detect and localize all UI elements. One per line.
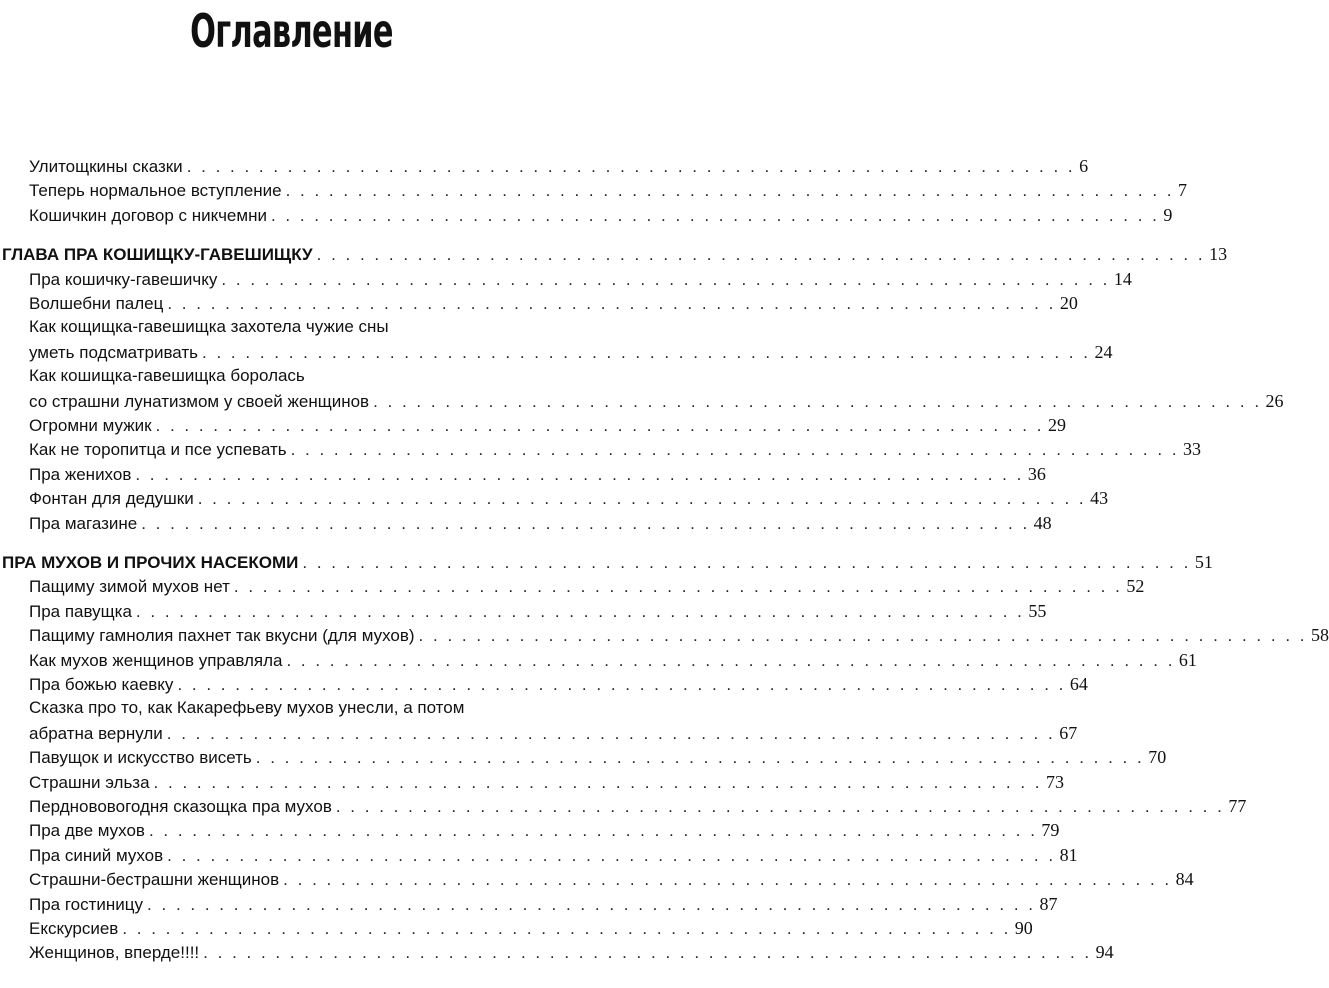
- toc-entry-row: [0, 941, 1114, 964]
- dot-leader: . . . . . . . . . . . . . . . . . . . . . . . . . . . . . . . . . . . . . . . . . . . . . . . . . . . . . . . . . . . . . .: [148, 821, 1038, 841]
- toc-chapter-row: [0, 551, 1213, 574]
- toc-entry-row: [0, 487, 1109, 510]
- entry-title: Пра божью каевку: [29, 675, 174, 694]
- dot-leader: . . . . . . . . . . . . . . . . . . . . . . . . . . . . . . . . . . . . . . . . . . . . . . . . . . . . . . . . . . . . . .: [316, 245, 1206, 265]
- page-number: 24: [1094, 341, 1113, 362]
- page-number: 51: [1194, 552, 1213, 572]
- page-number: 79: [1041, 820, 1060, 841]
- dot-leader: . . . . . . . . . . . . . . . . . . . . . . . . . . . . . . . . . . . . . . . . . . . . . . . . . . . . . . . . . . . . . .: [373, 391, 1262, 411]
- dot-leader: . . . . . . . . . . . . . . . . . . . . . . . . . . . . . . . . . . . . . . . . . . . . . . . . . . . . . . . . . . . . . .: [167, 845, 1056, 865]
- page-number: 73: [1046, 771, 1064, 792]
- dot-leader: . . . . . . . . . . . . . . . . . . . . . . . . . . . . . . . . . . . . . . . . . . . . . . . . . . . . . . . . . . . . . .: [286, 650, 1175, 670]
- entry-title: Пра магазине: [29, 513, 138, 533]
- dot-leader: . . . . . . . . . . . . . . . . . . . . . . . . . . . . . . . . . . . . . . . . . . . . . . . . . . . . . . . . . . . . . .: [135, 464, 1024, 484]
- page-number: 14: [1113, 268, 1132, 289]
- toc-entry-row: [0, 390, 1284, 413]
- dot-leader: . . . . . . . . . . . . . . . . . . . . . . . . . . . . . . . . . . . . . . . . . . . . . . . . . . . . . . . . . . . . . .: [122, 919, 1011, 938]
- toc-entry-row: [0, 649, 1197, 672]
- entry-title: Страшни-бестрашни женщинов: [29, 870, 280, 890]
- dot-leader: . . . . . . . . . . . . . . . . . . . . . . . . . . . . . . . . . . . . . . . . . . . . . . . . . . . . . . . . . . . . . .: [153, 772, 1042, 792]
- page-number: 7: [1178, 180, 1188, 201]
- dot-leader: . . . . . . . . . . . . . . . . . . . . . . . . . . . . . . . . . . . . . . . . . . . . . . . . . . . . . . . . . . . . . .: [166, 723, 1056, 743]
- toc-entry-row: [0, 575, 1145, 598]
- entry-title: со страшни лунатизмом у своей женщинов: [29, 391, 370, 411]
- dot-leader: . . . . . . . . . . . . . . . . . . . . . . . . . . . . . . . . . . . . . . . . . . . . . . . . . . . . . . . . . . . . . .: [285, 181, 1175, 201]
- toc-entry-row: [0, 722, 1078, 745]
- page-number: 48: [1033, 512, 1052, 533]
- entry-title: Пра женихов: [29, 464, 132, 484]
- entry-title: Огромни мужик: [29, 416, 152, 435]
- dot-leader: . . . . . . . . . . . . . . . . . . . . . . . . . . . . . . . . . . . . . . . . . . . . . . . . . . . . . . . . . . . . . .: [177, 675, 1066, 694]
- dot-leader: . . . . . . . . . . . . . . . . . . . . . . . . . . . . . . . . . . . . . . . . . . . . . . . . . . . . . . . . . . . . . .: [155, 416, 1044, 435]
- page-number: 77: [1228, 796, 1247, 816]
- page-number: 67: [1059, 722, 1078, 743]
- toc-entry-row: [0, 204, 1173, 227]
- toc-entry-row: [0, 917, 1033, 940]
- toc-entry-row: [0, 893, 1058, 916]
- dot-leader: . . . . . . . . . . . . . . . . . . . . . . . . . . . . . . . . . . . . . . . . . . . . . . . . . . . . . . . . . . . . . .: [290, 440, 1180, 460]
- page-number: 26: [1265, 390, 1284, 411]
- page-number: 33: [1183, 439, 1202, 460]
- toc-entry-row: [0, 341, 1113, 364]
- entry-title: Павущок и искусство висеть: [29, 748, 252, 768]
- entry-title: Кошичкин договор с никчемни: [29, 205, 267, 225]
- chapter-title: ГЛАВА ПРА КОШИЩКУ-ГАВЕШИЩКУ: [2, 245, 313, 265]
- entry-title: Как мухов женщинов управляла: [29, 650, 283, 670]
- dot-leader: . . . . . . . . . . . . . . . . . . . . . . . . . . . . . . . . . . . . . . . . . . . . . . . . . . . . . . . . . . . . . .: [135, 601, 1025, 621]
- dot-leader: . . . . . . . . . . . . . . . . . . . . . . . . . . . . . . . . . . . . . . . . . . . . . . . . . . . . . . . . . . . . . .: [270, 205, 1160, 225]
- toc-entry-line: [0, 697, 583, 719]
- dot-leader: . . . . . . . . . . . . . . . . . . . . . . . . . . . . . . . . . . . . . . . . . . . . . . . . . . . . . . . . . . . . . .: [233, 577, 1123, 597]
- page-number: 64: [1069, 674, 1088, 694]
- toc-entry-row: [0, 512, 1052, 535]
- entry-title: Пра кошичку-гавешичку: [29, 269, 218, 289]
- toc-entry-row: [0, 844, 1078, 867]
- entry-title: Как не торопитца и псе успевать: [29, 440, 287, 460]
- entry-title: Улитощкины сказки: [29, 157, 183, 176]
- page-number: 81: [1059, 844, 1078, 865]
- dot-leader: . . . . . . . . . . . . . . . . . . . . . . . . . . . . . . . . . . . . . . . . . . . . . . . . . . . . . . . . . . . . . .: [147, 894, 1036, 914]
- toc-entry-row: [0, 673, 1088, 696]
- page-number: 94: [1095, 942, 1114, 963]
- dot-leader: . . . . . . . . . . . . . . . . . . . . . . . . . . . . . . . . . . . . . . . . . . . . . . . . . . . . . . . . . . . . . .: [141, 513, 1030, 533]
- entry-title: Волшебни палец: [29, 294, 164, 313]
- page-number: 55: [1028, 600, 1047, 621]
- entry-title: Сказка про то, как Какарефьеву мухов унесли, а потом: [29, 698, 465, 718]
- entry-title: Пра павущка: [29, 601, 132, 621]
- page-number: 61: [1178, 649, 1197, 670]
- toc-entry-line: [0, 365, 583, 387]
- dot-leader: . . . . . . . . . . . . . . . . . . . . . . . . . . . . . . . . . . . . . . . . . . . . . . . . . . . . . . . . . . . . . .: [202, 342, 1091, 362]
- entry-title: Пра две мухов: [29, 821, 145, 841]
- toc-entry-line: [0, 316, 583, 338]
- entry-title: Перднововогодня сказощка пра мухов: [29, 797, 332, 816]
- page-title: Оглавление: [190, 4, 393, 58]
- entry-title: Как кощищка-гавешищка захотела чужие сны: [29, 317, 389, 337]
- toc-entry-row: [0, 463, 1046, 486]
- entry-title: Пащиму гамнолия пахнет так вкусни (для мухов): [29, 626, 415, 646]
- page-number: 90: [1014, 918, 1033, 938]
- entry-title: Пра синий мухов: [29, 845, 164, 865]
- page-number: 70: [1148, 747, 1167, 768]
- entry-title: Страшни эльза: [29, 772, 150, 792]
- chapter-title: ПРА МУХОВ И ПРОЧИХ НАСЕКОМИ: [2, 553, 299, 572]
- entry-title: Екскурсиев: [29, 919, 119, 938]
- entry-title: Женщинов, вперде!!!!: [29, 943, 200, 963]
- entry-title: Как кошищка-гавешищка боролась: [29, 366, 305, 386]
- entry-title: Теперь нормальное вступление: [29, 181, 282, 201]
- entry-title: Фонтан для дедушки: [29, 489, 194, 509]
- entry-title: Пащиму зимой мухов нет: [29, 577, 230, 597]
- toc-entry-row: [0, 795, 1247, 818]
- toc-entry-row: [0, 868, 1194, 891]
- toc-entry-row: [0, 155, 1089, 178]
- toc-entry-row: [0, 414, 1066, 437]
- dot-leader: . . . . . . . . . . . . . . . . . . . . . . . . . . . . . . . . . . . . . . . . . . . . . . . . . . . . . . . . . . . . . .: [186, 157, 1076, 176]
- toc-entry-row: [0, 292, 1078, 315]
- page-number: 36: [1027, 463, 1046, 484]
- dot-leader: . . . . . . . . . . . . . . . . . . . . . . . . . . . . . . . . . . . . . . . . . . . . . . . . . . . . . . . . . . . . . .: [283, 870, 1172, 890]
- page-number: 58: [1311, 625, 1329, 646]
- dot-leader: . . . . . . . . . . . . . . . . . . . . . . . . . . . . . . . . . . . . . . . . . . . . . . . . . . . . . . . . . . . . . .: [418, 626, 1307, 646]
- dot-leader: . . . . . . . . . . . . . . . . . . . . . . . . . . . . . . . . . . . . . . . . . . . . . . . . . . . . . . . . . . . . . .: [302, 553, 1191, 572]
- dot-leader: . . . . . . . . . . . . . . . . . . . . . . . . . . . . . . . . . . . . . . . . . . . . . . . . . . . . . . . . . . . . . .: [335, 797, 1225, 816]
- dot-leader: . . . . . . . . . . . . . . . . . . . . . . . . . . . . . . . . . . . . . . . . . . . . . . . . . . . . . . . . . . . . . .: [203, 943, 1092, 963]
- page-number: 43: [1090, 488, 1109, 509]
- toc-entry-row: [0, 771, 1064, 794]
- toc-entry-row: [0, 438, 1202, 461]
- entry-title: абратна вернули: [29, 723, 163, 743]
- toc-entry-row: [0, 268, 1132, 291]
- page-number: 29: [1047, 415, 1066, 435]
- dot-leader: . . . . . . . . . . . . . . . . . . . . . . . . . . . . . . . . . . . . . . . . . . . . . . . . . . . . . . . . . . . . . .: [167, 294, 1056, 313]
- page-number: 6: [1079, 156, 1089, 176]
- page-number: 20: [1059, 293, 1078, 313]
- entry-title: уметь подсматривать: [29, 342, 199, 362]
- dot-leader: . . . . . . . . . . . . . . . . . . . . . . . . . . . . . . . . . . . . . . . . . . . . . . . . . . . . . . . . . . . . . .: [221, 269, 1110, 289]
- toc-entry-row: [0, 746, 1167, 769]
- page-number: 9: [1163, 204, 1173, 225]
- page-number: 87: [1039, 893, 1058, 914]
- toc-entry-row: [0, 179, 1188, 202]
- toc-entry-row: [0, 600, 1047, 623]
- page-number: 84: [1175, 869, 1194, 890]
- toc-entry-row: [0, 819, 1060, 842]
- page-number: 52: [1126, 576, 1145, 597]
- toc-chapter-row: [0, 243, 1228, 266]
- page-number: 13: [1209, 244, 1228, 265]
- dot-leader: . . . . . . . . . . . . . . . . . . . . . . . . . . . . . . . . . . . . . . . . . . . . . . . . . . . . . . . . . . . . . .: [197, 489, 1087, 509]
- dot-leader: . . . . . . . . . . . . . . . . . . . . . . . . . . . . . . . . . . . . . . . . . . . . . . . . . . . . . . . . . . . . . .: [255, 748, 1145, 768]
- toc-entry-row: [0, 624, 1329, 647]
- entry-title: Пра гостиницу: [29, 894, 144, 914]
